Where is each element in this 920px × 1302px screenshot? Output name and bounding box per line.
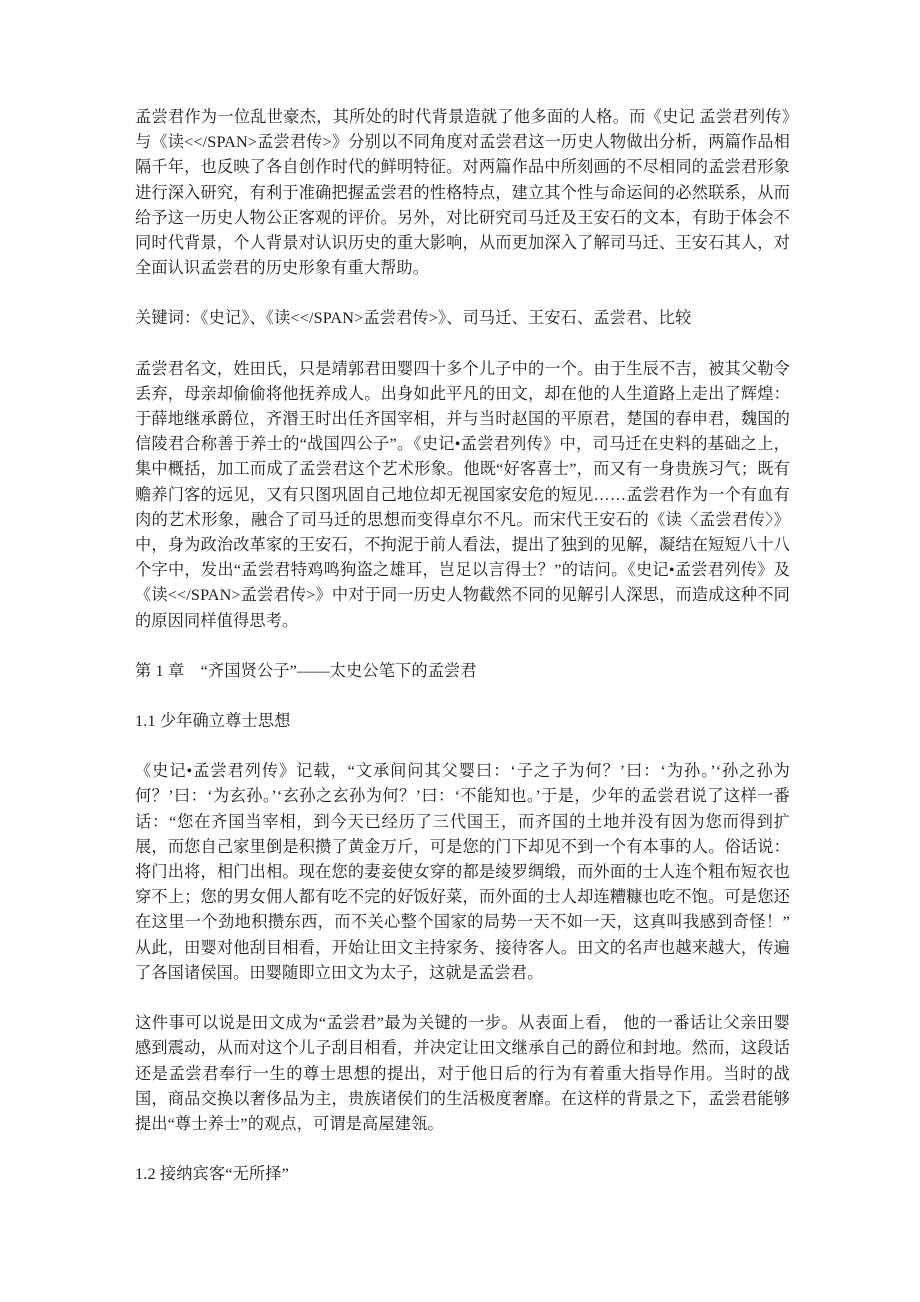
section-1-1-paragraph-2: 这件事可以说是田文成为“孟尝君”最为关键的一步。从表面上看， 他的一番话让父亲田婴感到震动，从而对这个儿子刮目相看，并决定让田文继承自己的爵位和封地。然而，这段话还是孟尝君奉行一生的尊士思想的提出，对于他日后的行为有着重大指导作用。当时的战国，商品交换以奢侈品为主，贵族诸侯们的生活极度奢靡。在这样的背景之下，孟尝君能够提出“尊士养士”的观点，可谓是高屋建瓴。	[135, 1014, 790, 1133]
section-1-1-paragraph-1: 《史记•孟尝君列传》记载，“文承间问其父婴曰：‘子之子为何？’曰：‘为孙。’‘孙之孙为何？’曰：‘为玄孙。’‘玄孙之玄孙为何？’曰：‘不能知也。’于是，少年的孟尝君说了这样一番话：“您在齐国当宰相，到今天已经历了三代国王，而齐国的土地并没有因为您而得到扩展，而您自己家里倒是积攒了黄金万斤，可是您的门下却见不到一个有本事的人。俗话说：将门出将，相门出相。现在您的妻妾使女穿的都是绫罗绸缎，而外面的士人连个粗布短衣也穿不上；您的男女佣人都有吃不完的好饭好菜，而外面的士人却连糟糠也吃不饱。可是您还在这里一个劲地积攒东西，而不关心整个国家的局势一天不如一天，这真叫我感到奇怪！”从此，田婴对他刮目相看，开始让田文主持家务、接待客人。田文的名声也越来越大，传遍了各国诸侯国。田婴随即立田文为太子，这就是孟尝君。	[135, 762, 790, 982]
section-1-2-heading: 1.2 接纳宾客“无所择”	[135, 1165, 289, 1184]
introduction-paragraph: 孟尝君名文，姓田氏，只是靖郭君田婴四十多个儿子中的一个。由于生辰不吉，被其父勒令丢弃，母亲却偷偷将他抚养成人。出身如此平凡的田文，却在他的人生道路上走出了辉煌：于薛地继承爵位，齐湣王时出任齐国宰相，并与当时赵国的平原君，楚国的春申君，魏国的信陵君合称善于养士的“战国四公子”。《史记•孟尝君列传》中，司马迁在史料的基础之上，集中概括，加工而成了孟尝君这个艺术形象。他既“好客喜士”，而又有一身贵族习气；既有赡养门客的远见，又有只图巩固自己地位却无视国家安危的短见……孟尝君作为一个有血有肉的艺术形象，融合了司马迁的思想而变得卓尔不凡。而宋代王安石的《读〈孟尝君传〉》中，身为政治改革家的王安石，不拘泥于前人看法，提出了独到的见解，凝结在短短八十八个字中，发出“孟尝君特鸡鸣狗盗之雄耳，岂足以言得士？”的诘问。《史记•孟尝君列传》及《读<</SPAN>孟尝君传>》中对于同一历史人物截然不同的见解引人深思，而造成这种不同的原因同样值得思考。	[135, 359, 790, 630]
section-1-1-heading: 1.1 少年确立尊士思想	[135, 712, 291, 731]
keywords-line: 关键词：《史记》、《读<</SPAN>孟尝君传>》、司马迁、王安石、孟尝君、比较	[135, 309, 692, 328]
document-body	[135, 105, 790, 1187]
chapter-1-heading: 第 1 章 “齐国贤公子”——太史公笔下的孟尝君	[135, 661, 477, 680]
abstract-paragraph: 孟尝君作为一位乱世豪杰，其所处的时代背景造就了他多面的人格。而《史记 孟尝君列传》与《读<</SPAN>孟尝君传>》分别以不同角度对孟尝君这一历史人物做出分析，两篇作品相隔千年，也反映了各自创作时代的鲜明特征。对两篇作品中所刻画的不尽相同的孟尝君形象进行深入研究，有利于准确把握孟尝君的性格特点，建立其个性与命运间的必然联系，从而给予这一历史人物公正客观的评价。另外，对比研究司马迁及王安石的文本，有助于体会不同时代背景，个人背景对认识历史的重大影响，从而更加深入了解司马迁、王安石其人，对全面认识孟尝君的历史形象有重大帮助。	[135, 108, 790, 278]
